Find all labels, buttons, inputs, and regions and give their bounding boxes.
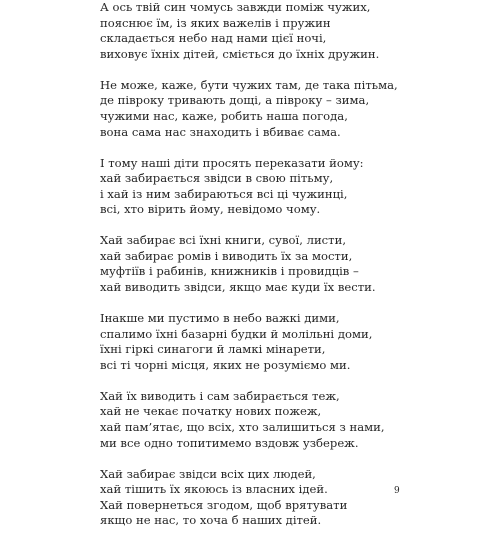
poem-line: чужими нас, каже, робить наша погода,	[100, 108, 348, 123]
poem-line: Не може, каже, бути чужих там, де така пітьма,	[100, 77, 398, 92]
stanza-5	[100, 311, 480, 373]
page-number: 9	[394, 486, 400, 496]
stanza-1	[100, 0, 480, 62]
poem-line: де півроку тривають дощі, а півроку – зима,	[100, 93, 370, 108]
poem-line: хай тішить їх якоюсь із власних ідей.	[100, 482, 328, 497]
poem-line: виховує їхніх дітей, сміється до їхніх дружин.	[100, 46, 380, 61]
poem-line: А ось твій син чомусь завжди поміж чужих,	[100, 0, 371, 14]
stanza-3	[100, 156, 480, 218]
stanza-2	[100, 78, 480, 140]
poem-line: всі, хто вірить йому, невідомо чому.	[100, 202, 321, 217]
poem-line: і хай із ним забираються всі ці чужинці,	[100, 186, 348, 201]
poem-line: Хай повернеться згодом, щоб врятувати	[100, 497, 348, 512]
poem-line: хай пам’ятає, що всіх, хто залишиться з нами,	[100, 420, 385, 435]
poem-line: їхні гіркі синагоги й ламкі мінарети,	[100, 342, 326, 357]
poem-text	[100, 0, 480, 544]
poem-line: муфтіїв і рабинів, книжників і провидців –	[100, 264, 359, 279]
stanza-6	[100, 389, 480, 451]
poem-line: хай забирається звідси в свою пітьму,	[100, 171, 334, 186]
poem-line: І тому наші діти просять переказати йому:	[100, 155, 364, 170]
poem-line: вона сама нас знаходить і вбиває сама.	[100, 124, 341, 139]
poem-line: якщо не нас, то хоча б наших дітей.	[100, 513, 322, 528]
poem-line: Хай забирає всі їхні книги, сувої, листи,	[100, 233, 346, 248]
poem-line: ми все одно топитимемо вздовж узбереж.	[100, 435, 359, 450]
stanza-4	[100, 233, 480, 295]
poem-line: пояснює їм, із яких важелів і пружин	[100, 15, 331, 30]
stanza-7	[100, 467, 480, 529]
poem-line: Хай забирає звідси всіх цих людей,	[100, 466, 316, 481]
poem-line: хай забирає ромів і виводить їх за мости,	[100, 248, 353, 263]
poem-line: Інакше ми пустимо в небо важкі дими,	[100, 311, 340, 326]
poem-line: всі ті чорні місця, яких не розуміємо ми.	[100, 357, 351, 372]
poem-line: хай не чекає початку нових пожеж,	[100, 404, 322, 419]
poem-line: складається небо над нами цієї ночі,	[100, 31, 327, 46]
poem-line: хай виводить звідси, якщо має куди їх вести.	[100, 280, 376, 295]
poem-line: Хай їх виводить і сам забирається теж,	[100, 388, 340, 403]
poem-line: спалимо їхні базарні будки й молільні доми,	[100, 326, 373, 341]
